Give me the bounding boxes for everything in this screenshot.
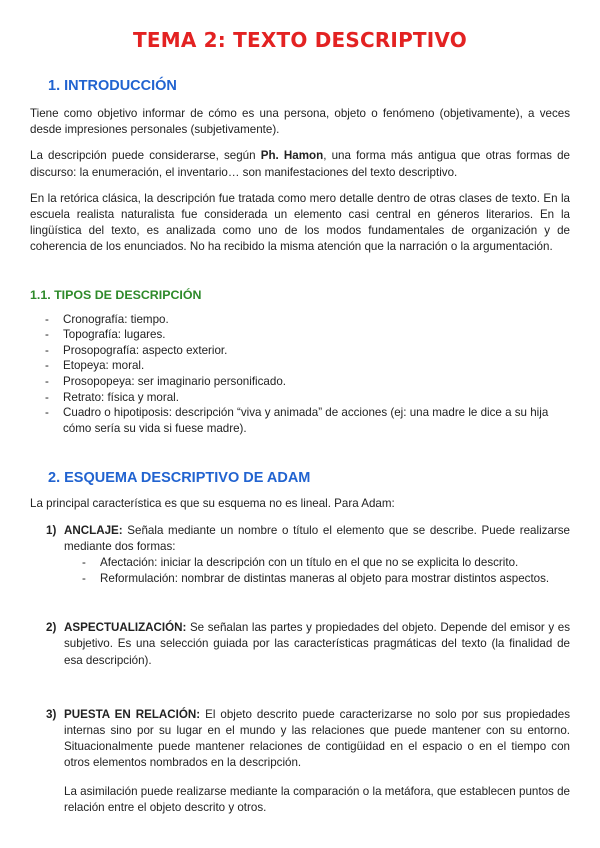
item-label-puesta-en-relacion: PUESTA EN RELACIÓN: — [64, 707, 201, 721]
numbered-item-puesta-en-relacion — [30, 707, 570, 816]
list-item: - Cuadro o hipotiposis: descripción “viva y animada” de acciones (ej: una madre le dice a su hija cómo sería su vida si fuese madre). — [45, 405, 570, 436]
item-puesta-text — [64, 707, 570, 772]
list-item: - Cronografía: tiempo. — [45, 312, 570, 328]
numbered-item-aspectualizacion — [30, 620, 570, 669]
paragraph-hamon-text-2: , una forma más antigua que otras formas de discurso: la enumeración, el inventario… son manifestaciones del texto descriptivo. — [30, 149, 570, 179]
paragraph-hamon — [30, 148, 570, 180]
list-item: - Etopeya: moral. — [45, 358, 570, 374]
section-heading-tipos: 1.1. TIPOS DE DESCRIPCIÓN — [30, 287, 202, 302]
item-anclaje-body: Señala mediante un nombre o título el elemento que se describe. Puede realizarse mediante dos formas: — [64, 523, 570, 553]
item-number: 3) — [46, 707, 57, 721]
item-label-anclaje: ANCLAJE: — [64, 523, 123, 537]
list-item: - Retrato: física y moral. — [45, 390, 570, 406]
item-aspectualizacion-text — [64, 620, 570, 669]
item-aspectualizacion-body: Se señalan las partes y propiedades del objeto. Depende del emisor y es subjetivo. Es una selección guiada por las características pragmáticas del texto (la finalidad de esa descripción). — [64, 621, 570, 667]
tipos-list — [30, 312, 570, 437]
page-title: TEMA 2: TEXTO DESCRIPTIVO — [133, 28, 467, 52]
author-name-hamon: Ph. Hamon — [260, 149, 324, 163]
anclaje-sub-list — [64, 555, 570, 586]
section-heading-esquema: 2. ESQUEMA DESCRIPTIVO DE ADAM — [48, 470, 311, 487]
item-number: 1) — [46, 523, 57, 537]
list-item: - Prosopopeya: ser imaginario personificado. — [45, 374, 570, 390]
item-label-aspectualizacion: ASPECTUALIZACIÓN: — [64, 621, 187, 635]
paragraph-asimilacion: La asimilación puede realizarse mediante la comparación o la metáfora, que establecen puntos de relación entre el objeto descrito y otros. — [64, 784, 570, 814]
section-heading-introduccion: 1. INTRODUCCIÓN — [48, 78, 177, 94]
list-item: - Topografía: lugares. — [45, 327, 570, 343]
item-anclaje-text — [64, 523, 570, 555]
numbered-item-anclaje — [30, 523, 570, 587]
item-number: 2) — [46, 621, 57, 635]
paragraph-objetivo: Tiene como objetivo informar de cómo es una persona, objeto o fenómeno (objetivamente), a veces desde impresiones personales (subjetivamente). — [30, 107, 570, 137]
paragraph-adam-intro: La principal característica es que su esquema no es lineal. Para Adam: — [30, 497, 395, 511]
sub-list-item: - Afectación: iniciar la descripción con un título en el que no se explicita lo descrito. — [82, 555, 570, 571]
list-item: - Prosopografía: aspecto exterior. — [45, 343, 570, 359]
paragraph-retorica: En la retórica clásica, la descripción fue tratada como mero detalle dentro de otras clases de texto. En la escuela realista naturalista fue considerada un elemento casi central en géneros literarios. En la lingüística del texto, es analizada como uno de los modos fundamentales de organización y de coherencia de los enunciados. No ha recibido la misma atención que la narración o la argumentación. — [30, 191, 570, 254]
item-puesta-body: El objeto descrito puede caracterizarse no solo por sus propiedades internas sino por su lugar en el mundo y las relaciones que puede mantener con su entorno. Situacionalmente puede mantener relaciones de contigüidad en el espacio o en el tiempo con otros elementos nombrados en la descripción. — [64, 707, 570, 770]
paragraph-hamon-text-1: La descripción puede considerarse, según — [30, 149, 261, 163]
sub-list-item: - Reformulación: nombrar de distintas maneras al objeto para mostrar distintos aspectos. — [82, 571, 570, 587]
